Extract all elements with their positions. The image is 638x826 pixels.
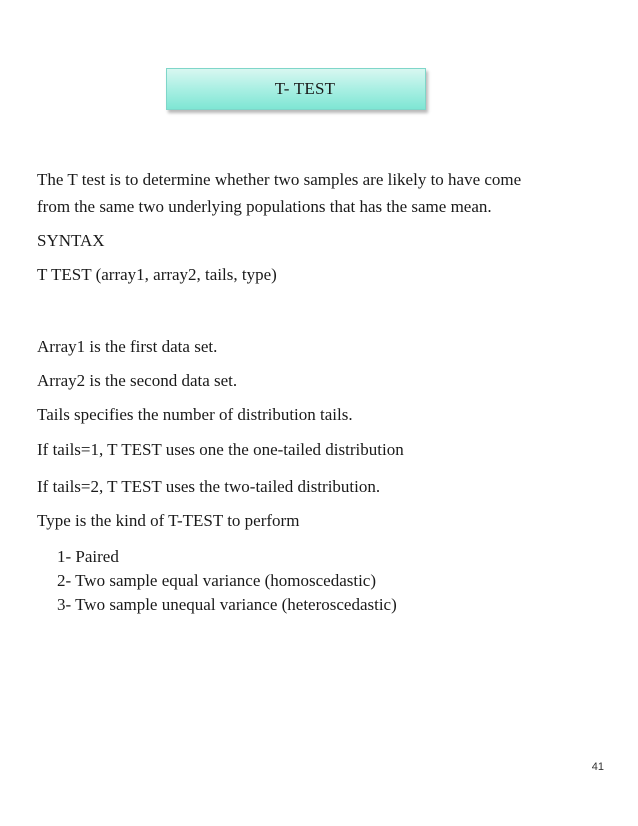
- type-item-1: 1- Paired: [57, 547, 119, 566]
- page-title: T- TEST: [274, 79, 336, 98]
- param-tails: Tails specifies the number of distribution tails.: [37, 405, 353, 424]
- param-array2: Array2 is the second data set.: [37, 371, 238, 390]
- param-tails-2: If tails=2, T TEST uses the two-tailed distribution.: [37, 477, 381, 496]
- page-number: 41: [591, 761, 604, 773]
- param-array1: Array1 is the first data set.: [37, 337, 218, 356]
- param-type: Type is the kind of T-TEST to perform: [37, 511, 300, 530]
- type-item-2: 2- Two sample equal variance (homoscedastic): [57, 571, 377, 590]
- intro-line-2: from the same two underlying populations that has the same mean.: [37, 197, 492, 216]
- syntax-text: T TEST (array1, array2, tails, type): [37, 265, 277, 284]
- param-tails-1: If tails=1, T TEST uses one the one-tailed distribution: [37, 440, 404, 459]
- intro-line-1: The T test is to determine whether two samples are likely to have come: [37, 170, 522, 189]
- type-item-3: 3- Two sample unequal variance (heteroscedastic): [57, 595, 397, 614]
- title-box: [166, 68, 426, 110]
- syntax-heading: SYNTAX: [37, 231, 105, 250]
